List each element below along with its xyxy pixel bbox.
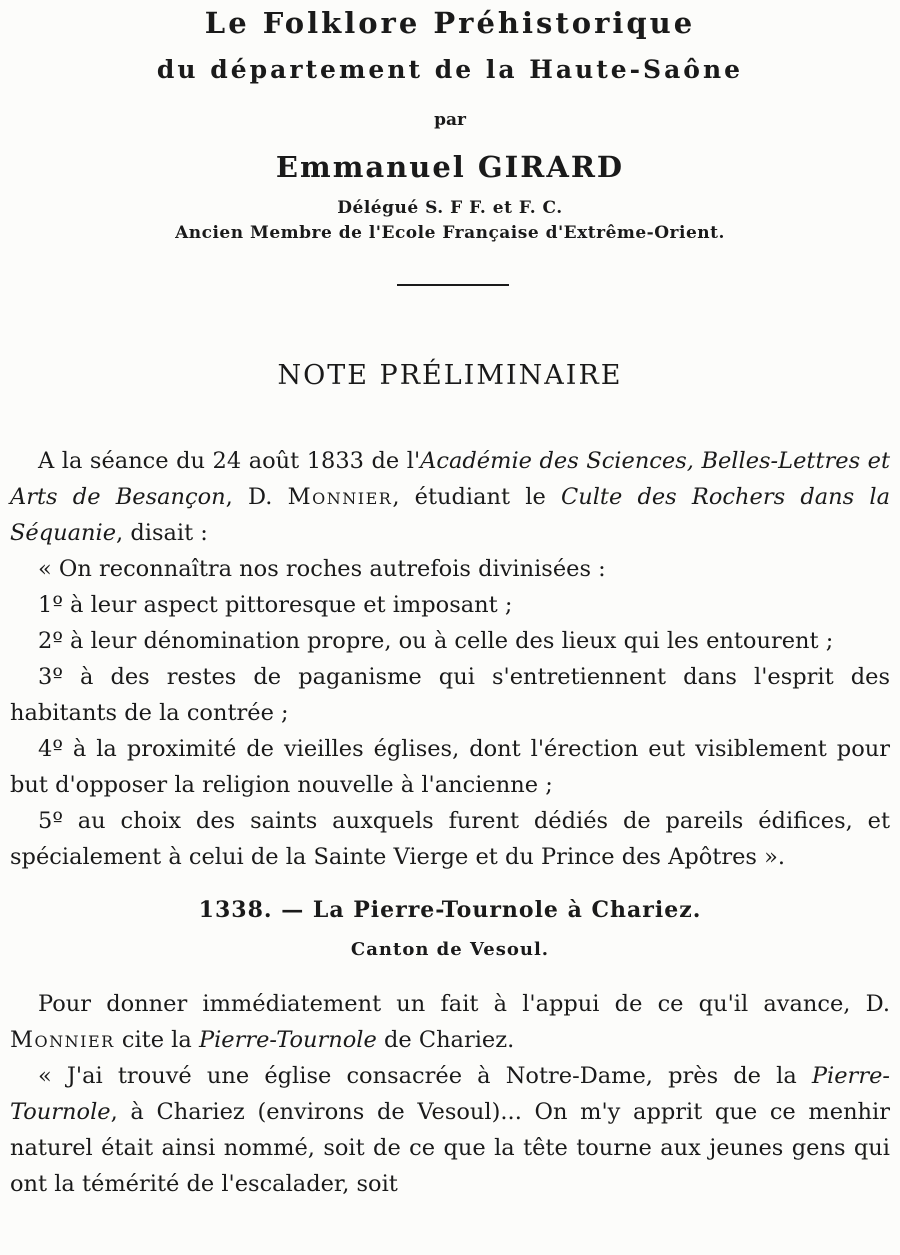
text-segment-italic: Culte des Rochers dans la Séquanie <box>10 484 891 546</box>
author-credentials <box>10 196 890 246</box>
entry-section <box>10 897 890 1202</box>
author-name: Emmanuel GIRARD <box>275 150 625 184</box>
text-segment-normal: , D. <box>225 484 288 510</box>
text-segment-normal: A la séance du 24 août 1833 de l' <box>38 448 421 474</box>
byline: par <box>434 110 466 130</box>
text-segment-smallcaps: Monnier <box>10 1027 115 1053</box>
note-preliminaire-section <box>10 360 890 875</box>
author-credential: Délégué S. F F. et F. C. <box>337 198 563 218</box>
text-segment-smallcaps: Monnier <box>287 484 393 510</box>
author-credential: Ancien Membre de l'Ecole Française d'Extrême-Orient. <box>175 223 725 243</box>
text-segment-normal: , disait : <box>116 520 208 546</box>
text-segment-normal: Pour donner immédiatement un fait à l'appui de ce qu'il avance, D. <box>38 991 890 1017</box>
document-title-line1: Le Folklore Préhistorique <box>204 6 696 40</box>
text-segment-italic: Pierre-Tournole <box>10 1063 890 1125</box>
text-segment-italic: Pierre-Tournole <box>198 1027 377 1053</box>
paragraph <box>10 1058 890 1202</box>
text-segment-normal: 5º au choix des saints auxquels furent dédiés de pareils édifices, et spécialement à celui de la Sainte Vierge et du Prince des Apôtres ». <box>10 808 890 870</box>
section-divider <box>397 284 509 286</box>
text-segment-normal: « J'ai trouvé une église consacrée à Notre-Dame, près de la <box>38 1063 812 1089</box>
paragraph <box>10 803 890 875</box>
text-segment-normal: 4º à la proximité de vieilles églises, dont l'érection eut visiblement pour but d'opposer la religion nouvelle à l'ancienne ; <box>10 736 890 798</box>
paragraph <box>10 443 890 551</box>
paragraph <box>10 659 890 731</box>
paragraph <box>10 587 890 623</box>
text-segment-normal: , étudiant le <box>392 484 561 510</box>
entry-heading: 1338. — La Pierre-Tournole à Chariez. <box>198 897 702 923</box>
text-segment-normal: « On reconnaîtra nos roches autrefois divinisées : <box>38 556 606 582</box>
text-segment-normal: de Chariez. <box>376 1027 515 1053</box>
paragraph <box>10 623 890 659</box>
paragraph <box>10 551 890 587</box>
text-segment-normal: 3º à des restes de paganisme qui s'entretiennent dans l'esprit des habitants de la contrée ; <box>10 664 890 726</box>
entry-subheading: Canton de Vesoul. <box>350 939 550 960</box>
paragraph <box>10 986 890 1058</box>
text-segment-normal: cite la <box>114 1027 199 1053</box>
document-title-line2: du département de la Haute-Saône <box>156 55 744 84</box>
entry-paragraphs <box>10 986 890 1202</box>
note-paragraphs <box>10 443 890 875</box>
document-header <box>10 4 890 286</box>
text-segment-normal: , à Chariez (environs de Vesoul)... On m'y apprit que ce menhir naturel était ainsi nommé, soit de ce que la tête tourne aux jeunes gens qui ont la témérité de l'escalader, soit <box>10 1099 890 1197</box>
text-segment-normal: 2º à leur dénomination propre, ou à celle des lieux qui les entourent ; <box>38 628 834 654</box>
text-segment-italic: Académie des Sciences, Belles-Lettres et Arts de Besançon <box>10 448 890 510</box>
paragraph <box>10 731 890 803</box>
text-segment-normal: 1º à leur aspect pittoresque et imposant ; <box>38 592 513 618</box>
note-heading: NOTE PRÉLIMINAIRE <box>277 360 623 391</box>
